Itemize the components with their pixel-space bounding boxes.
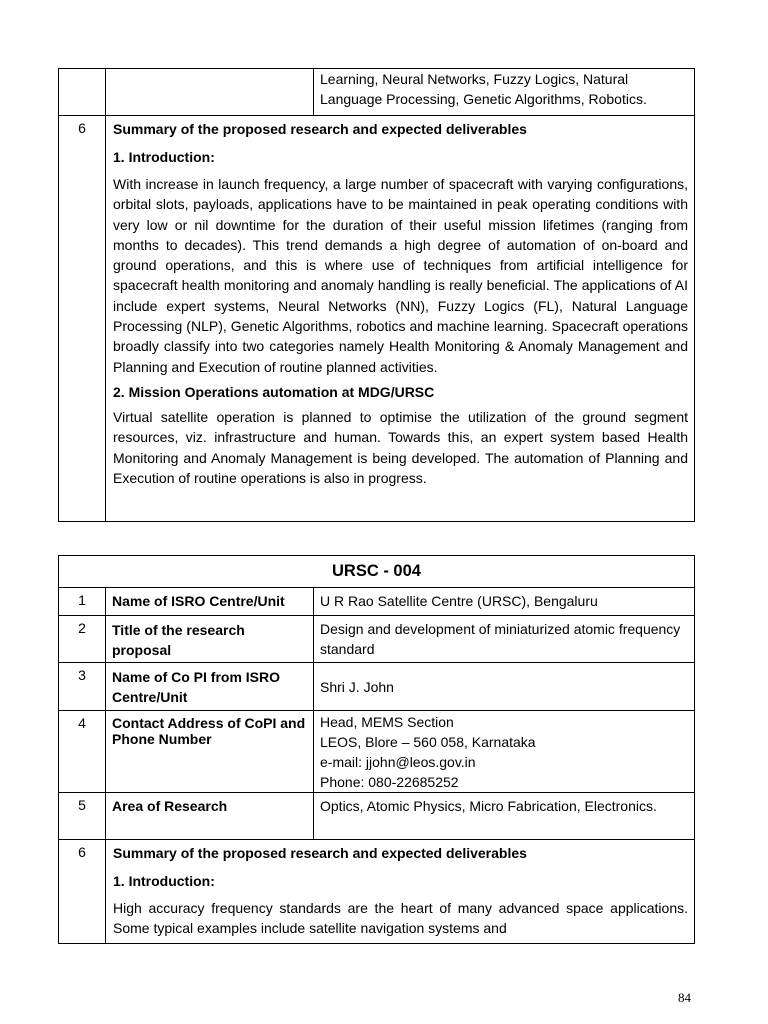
row-number-cell: 5 (59, 793, 106, 839)
summary-cell (106, 840, 694, 943)
introduction-paragraph: With increase in launch frequency, a large number of spacecraft with varying configurations, orbital slots, payloads, applications have to be maintained in peak operating conditions with very low or nil downtime for the duration of their useful mission lifetimes (ranging from months to decades). This trend demands a high degree of automation of on-board and ground operations, and this is where use of techniques from artificial intelligence for spacecraft health monitoring and anomaly handling is really beneficial. The applications of AI include expert systems, Neural Networks (NN), Fuzzy Logics (FL), Natural Language Processing (NLP), Genetic Algorithms, robotics and machine learning. Spacecraft operations broadly classify into two categories namely Health Monitoring & Anomaly Management and Planning and Execution of routine planned activities. (113, 176, 688, 375)
row-number-cell (59, 69, 106, 115)
row-label-cell: Area of Research (106, 793, 314, 839)
contact-email: e-mail: jjohn@leos.gov.in (320, 754, 476, 770)
contact-address-cell (314, 711, 694, 792)
row-label-cell: Name of Co PI from ISRO Centre/Unit (106, 663, 314, 710)
row-label-cell (106, 69, 314, 115)
row-number-cell: 6 (59, 840, 106, 943)
row-value-cell: Learning, Neural Networks, Fuzzy Logics, Natural Language Processing, Genetic Algorithms, Robotics. (320, 71, 647, 107)
table-row (59, 792, 694, 839)
row-value-cell: Design and development of miniaturized atomic frequency standard (320, 621, 681, 657)
table-row (59, 615, 694, 662)
contact-phone: Phone: 080-22685252 (320, 774, 459, 790)
summary-heading: Summary of the proposed research and expected deliverables (113, 121, 527, 137)
row-number-cell: 1 (59, 588, 106, 615)
row-number-cell: 3 (59, 663, 106, 710)
row-value-cell: U R Rao Satellite Centre (URSC), Bengaluru (320, 593, 598, 609)
table-title-row (59, 556, 694, 587)
row-number-cell: 2 (59, 616, 106, 662)
table-row (59, 69, 694, 115)
row-label-cell: Contact Address of CoPI and Phone Number (106, 711, 314, 792)
contact-line: Head, MEMS Section (320, 714, 454, 730)
row-number-cell: 6 (59, 116, 106, 521)
table-row (59, 115, 694, 521)
mission-operations-heading: 2. Mission Operations automation at MDG/URSC (113, 383, 435, 400)
table-title: URSC - 004 (332, 562, 421, 580)
introduction-heading: 1. Introduction: (113, 873, 215, 889)
table-row (59, 662, 694, 710)
table-row (59, 587, 694, 615)
row-value-cell: Shri J. John (320, 678, 394, 695)
mission-operations-paragraph: Virtual satellite operation is planned to optimise the utilization of the ground segment resources, viz. infrastructure and human. Towards this, an expert system based Health Monitoring and Anomaly Management is being developed. The automation of Planning and Execution of routine operations is also in progress. (113, 408, 688, 486)
research-table-ursc-004 (58, 555, 695, 944)
row-value-cell: Optics, Atomic Physics, Micro Fabrication, Electronics. (320, 798, 657, 814)
summary-cell (106, 116, 694, 521)
row-label-cell: Name of ISRO Centre/Unit (106, 588, 314, 615)
page-number: 84 (678, 990, 691, 1005)
introduction-heading: 1. Introduction: (113, 149, 215, 165)
row-number-cell: 4 (59, 711, 106, 792)
summary-heading: Summary of the proposed research and expected deliverables (113, 845, 527, 861)
table-row (59, 710, 694, 792)
table-row (59, 839, 694, 943)
contact-line: LEOS, Blore – 560 058, Karnataka (320, 734, 536, 750)
introduction-paragraph: High accuracy frequency standards are the heart of many advanced space applications. Some typical examples include satellite navigation systems and (113, 900, 688, 937)
research-table-continued (58, 68, 695, 522)
row-label-cell: Title of the research proposal (106, 616, 314, 662)
